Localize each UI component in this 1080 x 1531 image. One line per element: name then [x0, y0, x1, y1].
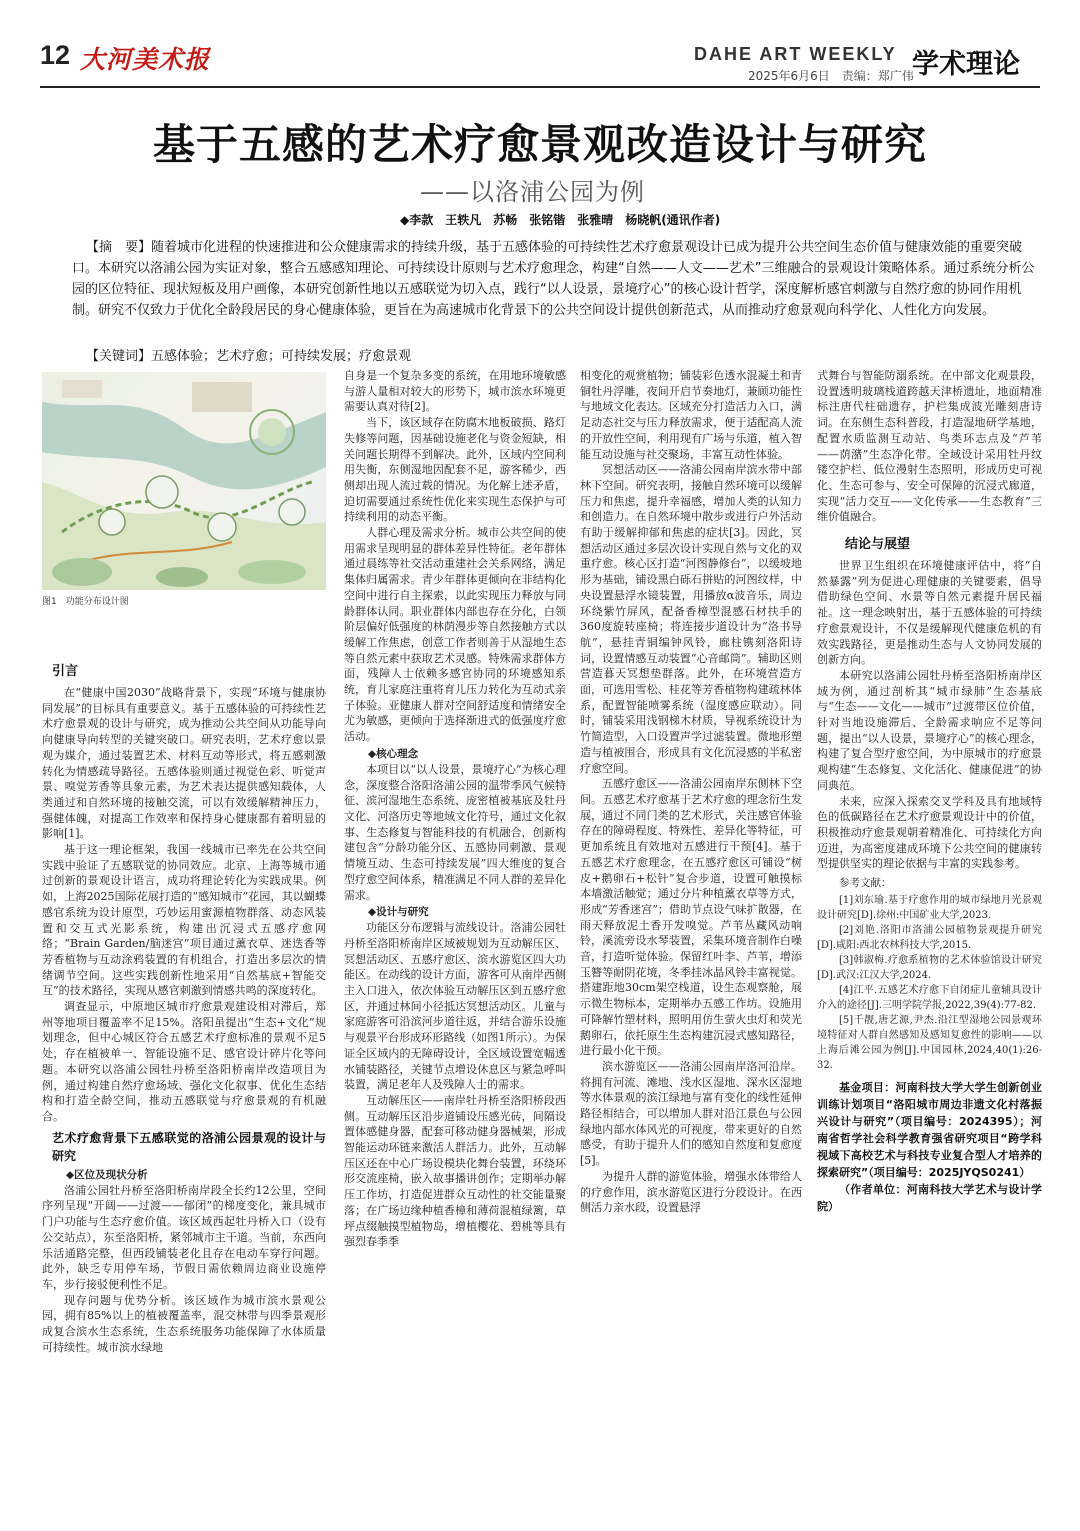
- column-3: [580, 368, 802, 1516]
- paragraph: 滨水游览区——洛浦公园南岸洛河沿岸。将拥有河流、滩地、浅水区湿地、深水区湿地等水体景观的滨江绿地与富有变化的线性延伸路径相结合，可以增加人群对沿江景色与公园绿地内部水体风光的可视度，带来更好的自然感受，有助于提升人们的感知自然度和复愈度[5]。: [580, 1059, 802, 1168]
- paragraph: 本研究以洛浦公园牡丹桥至洛阳桥南岸区域为例，通过剖析其“城市绿肺”生态基底与“生态——文化——城市”过渡带区位价值，针对当地设施滞后、全龄需求响应不足等问题，提出“以人设景，景境疗心”的核心理念，构建了复合型疗愈空间，为中原城市的疗愈景观构建“生态修复、文化活化、健康促进”的协同典范。: [817, 668, 1042, 792]
- paragraph: 人群心理及需求分析。城市公共空间的使用需求呈现明显的群体差异性特征。老年群体通过晨练等社交活动重建社会关系网络，满足集体归属需求。青少年群体更倾向在非结构化空间中进行自主探索，以此实现压力释放与同龄群体认同。职业群体内部也存在分化，白领阶层偏好低强度的林荫漫步等自然接触方式以缓解工作焦虑，创意工作者则善于从湿地生态等自然元素中获取艺术灵感。特殊需求群体方面，残障人士依赖多感官协同的环境感知系统，育儿家庭注重将育儿压力转化为互动式亲子体验。亚健康人群对空间舒适度和情绪安全尤为敏感，更倾向于选择渐进式的低强度疗愈活动。: [344, 526, 566, 744]
- function-map-figure: [42, 372, 326, 590]
- paragraph: 世界卫生组织在环境健康评估中，将“自然暴露”列为促进心理健康的关键要素，倡导借助绿色空间、水景等自然元素提升居民福祉。这一理念映射出，基于五感体验的可持续疗愈景观设计，不仅是缓解现代健康危机的有效实践路径，更是推动生态与人文协同发展的创新方向。: [817, 559, 1042, 667]
- references-heading: 参考文献：: [839, 877, 892, 890]
- column-1: [42, 656, 326, 1516]
- paragraph: 在“健康中国2030”战略背景下，实现“环境与健康协同发展”的目标具有重要意义。基于五感体验的可持续性艺术疗愈景观的设计与研究，成为推动公共空间从功能导向向健康导向转型的关键突破口。研究表明，艺术疗愈以景观为媒介，通过装置艺术、材料互动等形式，将五感刺激转化为情感疏导路径。五感体验则通过视觉色彩、听觉声景、嗅觉芳香等具象元素，为艺术表达提供感知载体，人类通过和自然环境的接触交流，可以有效缓解精神压力，强健体魄，对提高工作效率和保持身心健康都有着明显的影响[1]。: [42, 686, 326, 841]
- park-map-illustration: [42, 372, 326, 590]
- heading-intro: 引言: [52, 664, 79, 679]
- abstract: 【摘 要】随着城市化进程的快速推进和公众健康需求的持续升级，基于五感体验的可持续性艺术疗愈景观设计已成为提升公共空间生态价值与健康效能的重要突破口。本研究以洛浦公园为实证对象，整合五感感知理论、可持续设计原则与艺术疗愈理念，构建“自然——人文——艺术”三维融合的景观设计策略体系。通过系统分析公园的区位特征、现状短板及用户画像，本研究创新性地以五感联觉为切入点，践行“以人设景，景境疗心”的核心设计哲学，深度解析感官刺激与自然疗愈的协同作用机制。研究不仅致力于优化全龄段居民的身心健康体验，更旨在为高速城市化背景下的公共空间设计提供创新范式，从而推动疗愈景观向科学化、人性化方向发展。: [72, 240, 1035, 319]
- paragraph: 洛浦公园牡丹桥至洛阳桥南岸段全长约12公里，空间序列呈现“开阔——过渡——郁闭”的梯度变化，兼具城市门户功能与生态疗愈价值。该区域西起牡丹桥入口（设有公交站点），东至洛阳桥，紧邻城市主干道。当前，东西向乐活通路完整，但西段铺装老化且存在电动车穿行问题。此外，缺乏专用停车场，节假日需依赖周边商业设施停车，步行接驳便利性不足。: [42, 1183, 326, 1291]
- reference-item: [4]江平.五感艺术疗愈下自闭症儿童辅具设计介入的途径[J].三明学院学报,2022,39(4):77-82.: [817, 985, 1042, 1012]
- paragraph: 本项目以“以人设景，景境疗心”为核心理念，深度整合洛阳洛浦公园的温带季风气候特征、滨河湿地生态系统、庞密植被基底及牡丹文化、河洛历史等地域文化符号，通过文化叙事、生态修复与智能科技的有机融合，创新构建包含“分龄功能分区、五感协同刺激、景观情境互动、生态可持续发展”四大维度的复合型疗愈空间体系，精准满足不同人群的差异化需求。: [344, 762, 566, 902]
- reference-item: [1]刘东瑜.基于疗愈作用的城市绿地月光景观设计研究[D].徐州:中国矿业大学,2023.: [817, 895, 1042, 922]
- paragraph: 自身是一个复杂多变的系统，在用地环境敏感与游人量相对较大的形势下，城市滨水环境更需要认真对待[2]。: [344, 369, 566, 414]
- subheading-core: ◆核心理念: [368, 747, 419, 760]
- paragraph: 当下，该区域存在防腐木地板破损、路灯失修等问题，因基础设施老化与资金短缺，相关问题长期得不到解决。此外，区域内空间利用失衡，东侧湿地因配套不足，游客稀少，西侧却出现人流过载的情况。为化解上述矛盾，迫切需要通过系统性优化来实现生态保护与可持续利用的动态平衡。: [344, 416, 566, 524]
- article-title: 基于五感的艺术疗愈景观改造设计与研究: [152, 120, 927, 169]
- subheading-location: ◆区位及现状分析: [66, 1168, 148, 1181]
- figure-caption: 图1 功能分布设计图: [42, 597, 129, 607]
- subheading-design: ◆设计与研究: [368, 906, 429, 919]
- reference-item: [2]刘艳.洛阳市洛浦公园植物景观提升研究[D].咸阳:西北农林科技大学,2015.: [817, 925, 1042, 952]
- paragraph: 现存问题与优势分析。该区域作为城市滨水景观公园，拥有85%以上的植被覆盖率，混交林带与四季景观形成复合滨水生态系统，生态系统服务功能保障了水体质量可持续性。城市滨水绿地: [42, 1293, 326, 1354]
- paragraph: 功能区分布逻辑与流线设计。洛浦公园牡丹桥至洛阳桥南岸区域被规划为互动解压区、冥想活动区、五感疗愈区、滨水游览区四大功能区。在动线的设计方面，游客可从南岸西侧主入口进入，依次体验互动解压区到五感疗愈区，并通过林间小径抵达冥想活动区。儿童与家庭游客可沿滨河步道往返，并结合游乐设施与观景平台形成环形路线（如图1所示）。为保证全区域内的无障碍设计，全区域设置宽幅透水铺装路径，关键节点增设休息区与紧急呼叫装置，满足老年人及残障人士的需求。: [344, 921, 566, 1092]
- paper-logo: 大河美术报: [80, 45, 211, 74]
- paragraph: 为提升人群的游览体验，增强水体带给人的疗愈作用，滨水游览区进行分段设计。在西侧活力亲水段，设置悬浮: [580, 1169, 802, 1215]
- heading-section-1: 艺术疗愈背景下五感联觉的洛浦公园景观的设计与研究: [52, 1130, 326, 1163]
- author-affiliation: （作者单位：河南科技大学艺术与设计学院）: [817, 1183, 1042, 1214]
- reference-item: [5]千靓,唐艺源,尹杰.沿江型湿地公园景观环境特征对人群自然感知及感知复愈性的影响——以上海后滩公园为例[J].中国园林,2024,40(1):26-32.: [817, 1015, 1042, 1072]
- paragraph: 五感疗愈区——洛浦公园南岸东侧林下空间。五感艺术疗愈基于艺术疗愈的理念衍生发展，通过不同门类的艺术形式，关注感官体验存在的障碍程度、特殊性、差异化等特征，可更加系统且有效地对五感进行干预[4]。基于五感艺术疗愈理念，在五感疗愈区可铺设“树皮+鹅卵石+松针”复合步道，设置可触摸标本墙激活触觉；通过分片种植薰衣草等方式，形成“芳香迷宫”；借助节点设气味扩散器，在雨天释放泥土香开发嗅觉。芦苇丛藏风动响铃，溪流旁设水琴装置，采集环境音制作白噪音，打造听觉体验。保留红叶李、芦苇，增添玉簪等耐阴花境，冬季挂冰晶风铃丰富视觉。搭建距地30cm架空栈道，设生态观察舱，展示微生物标本，定期举办五感工作坊。设施用可降解竹塑材料，照明用仿生萤火虫灯和荧光鹅卵石，依托原生生态构建沉浸式感知路径，进行最小化干预。: [580, 777, 802, 1058]
- paragraph: 相变化的观赏植物；铺装彩色透水混凝土和青铜牡丹浮雕，夜间开启节奏地灯，兼顾功能性与地域文化表达。区域充分打造活力入口，满足动态社交与压力释放需求，便于适配高人流的开放性空间，利用现有广场与乐道，植入智能互动设施与社交聚场，丰富互动性体验。: [580, 369, 802, 461]
- column-4: [817, 368, 1042, 1516]
- heading-conclusion: 结论与展望: [845, 537, 911, 553]
- fund-note: 基金项目：河南科技大学大学生创新创业训练计划项目“洛阳城市周边非遗文化村落振兴设计与研究”（项目编号：2024395）；河南省哲学社会科学教育强省研究项目“跨学科视域下高校艺术与科技专业复合型人才培养的探索研究”（项目编号：2025JYQS0241）: [817, 1081, 1042, 1180]
- paragraph: 未来，应深入探索交叉学科及具有地域特色的低碳路径在艺术疗愈景观设计中的价值，积极推动疗愈景观朝着精准化、可持续化方向迈进，为高密度建成环境下公共空间的健康转型提供坚实的理论依据与丰富的实践参考。: [817, 794, 1042, 871]
- dateline: 2025年6月6日 责编：郑广伟: [748, 69, 914, 83]
- keywords: 【关键词】五感体验；艺术疗愈；可持续发展；疗愈景观: [86, 349, 412, 364]
- paragraph: 冥想活动区——洛浦公园南岸滨水带中部林下空间。研究表明，接触自然环境可以缓解压力和焦虑，提升幸福感，增加人类的认知力和创造力。在自然环境中散步或进行户外活动有助于缓解抑郁和焦虑的症状[3]。因此，冥想活动区通过多层次设计实现自然与文化的双重疗愈。核心区打造“河图静修台”，以缓坡地形为基础，铺设黑白砾石拼贴的河图纹样，中央设置悬浮水镜装置，用播放α波音乐，周边环绕紫竹屏风，配备香樟型混感石材扶手的360度旋转座椅；将连接步道设计为“洛书导航”，悬挂青铜编钟风铃，廊柱镌刻洛阳诗词，设置情感互动装置“心音邮筒”。辅助区则营造暮天冥想垫群落。此外，在环境营造方面，可选用雪松、桂花等芳香植物构建疏林体系，配置智能喷雾系统（湿度感应联动）。同时，铺装采用浅钢梯木材质，导视系统设计为竹简造型，入口设置声学过滤装置。微地形塑造与植被围合，形成具有文化沉浸感的半私密疗愈空间。: [580, 463, 802, 775]
- column-2: [344, 368, 566, 1516]
- reference-item: [3]韩淑梅.疗愈系植物的艺术体验馆设计研究[D].武汉:江汉大学,2024.: [817, 955, 1042, 982]
- paragraph: 互动解压区——南岸牡丹桥至洛阳桥段西侧。互动解压区沿步道铺设压感光砖，间隔设置体感健身器，配套可移动健身器械架，形成智能运动环链来激活人群活力。此外，互动解压区还在中心广场设模块化舞台装置，环绕环形交流座椅，嵌入故事播讲创作；定期举办解压工作坊，打造促进群众互动性的社交能量聚落；在广场边缘种植香樟和薄荷混植绿篱，草坪点缀触摸型植物岛，增植樱花、碧桃等具有强烈春季季: [344, 1093, 566, 1249]
- article-authors: ◆李款 王轶凡 苏畅 张铭锴 张雅晴 杨晓帆(通讯作者): [400, 213, 721, 227]
- section-title: 学术理论: [912, 49, 1020, 80]
- paragraph: 调查显示，中原地区城市疗愈景观建设相对滞后，郑州等地项目覆盖率不足15%。洛阳虽提出“生态+文化”规划理念，但中心城区符合五感艺术疗愈标准的景观不足5处，存在植被单一、智能设施不足、感官设计碎片化等问题。本研究以洛浦公园牡丹桥至洛阳桥南岸改造项目为例，通过构建自然疗愈场域、强化文化叙事、优化生态结构和打造全龄空间，推动五感联觉与疗愈景观的有机融合。: [42, 1000, 326, 1123]
- weekly-name: DAHE ART WEEKLY: [694, 44, 897, 64]
- page-number: 12: [40, 40, 71, 70]
- masthead-rule: [40, 86, 1040, 88]
- paragraph: 基于这一理论框架，我国一线城市已率先在公共空间实践中验证了五感联觉的协同效应。北京、上海等城市通过创新的景观设计语言，成功将理论转化为实践成果。例如，上海2025国际花展打造的“感知城市”花园，其以蝴蝶感官系统为设计原型，巧妙运用蜜源植物群落、动态风装置和交互式光影系统，构建出沉浸式五感疗愈网络；“Brain Garden/脑迷宫”项目通过薰衣草、迷迭香等芳香植物与互动涂鸦装置的有机组合，打造出多层次的情绪调节空间。这些实践创新性地采用“自然基底+智能交互”的技术路径，实现从感官刺激到情感共鸣的深度转化。: [42, 843, 326, 998]
- paragraph: 式舞台与智能防溺系统。在中部文化观景段，设置透明玻璃栈道跨越天津桥遗址，地面精准标注唐代柱础遗存，护栏集成波光雕刻唐诗词。在东侧生态科普段，打造湿地研学基地，配置水质监测互动站、鸟类环志点及“芦苇——荫潴”生态净化带。全域设计采用牡丹纹镂空护栏、低位漫射生态照明，形成历史可视化、生态可参与、安全可保障的沉浸式廊道，实现“活力交互——文化传承——生态教育”三维价值融合。: [817, 369, 1042, 524]
- article-subtitle: ——以洛浦公园为例: [420, 178, 645, 206]
